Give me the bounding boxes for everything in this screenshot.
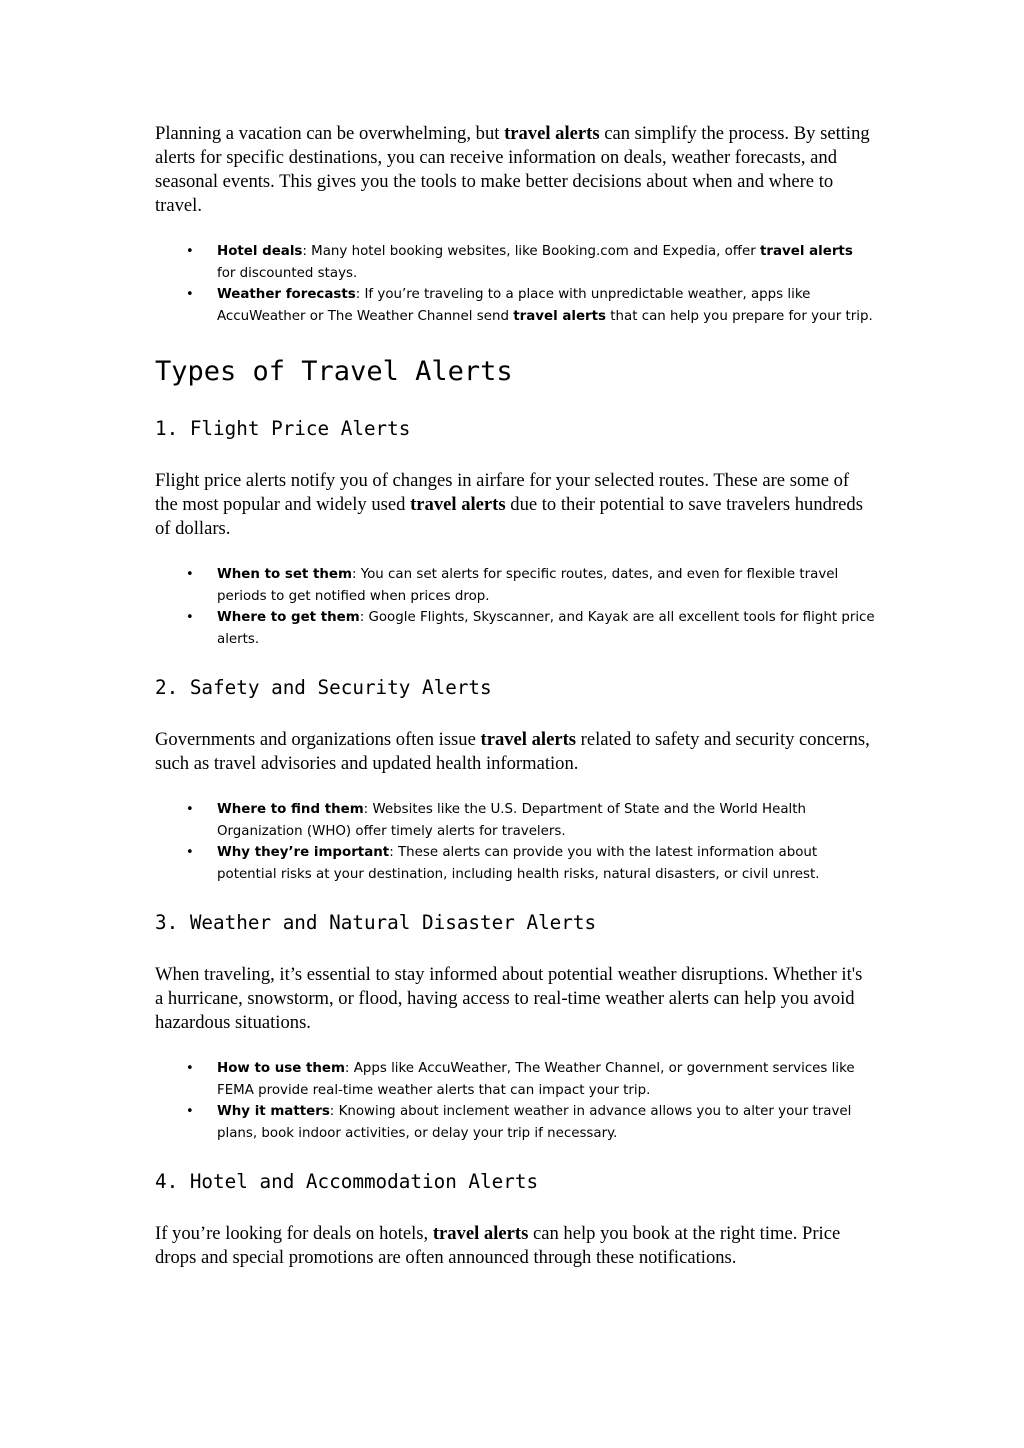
intro-text-2: can simplify the process. By setting alerts for specific destinations, you can receive information on deals, weather forecasts, and seasonal events. This gives you the tools to make better decisions about when and where to travel. (155, 123, 870, 216)
intro-text-1: Planning a vacation can be overwhelming, but (155, 123, 505, 144)
section-heading: 4. Hotel and Accommodation Alerts (155, 1170, 539, 1193)
intro-bullet-list (155, 241, 875, 327)
section-paragraph: If you’re looking for deals on hotels, travel alerts can help you book at the right time. Price drops and special promotions are often announced through these notifications. (155, 1223, 841, 1268)
intro-paragraph (155, 122, 875, 218)
list-item: • How to use them: Apps like AccuWeather, The Weather Channel, or government services like FEMA provide real-time weather alerts that can impact your trip. (155, 1058, 875, 1101)
section-paragraph: Governments and organizations often issue travel alerts related to safety and security concerns, such as travel advisories and updated health information. (155, 729, 870, 774)
bullet-icon: • (186, 802, 194, 817)
section-heading: 3. Weather and Natural Disaster Alerts (155, 911, 597, 934)
document-page (155, 122, 875, 1270)
bullet-icon: • (186, 610, 194, 625)
bullet-icon: • (186, 244, 194, 259)
bullet-icon: • (186, 1061, 194, 1076)
list-item: • When to set them: You can set alerts for specific routes, dates, and even for flexible travel periods to get notified when prices drop. (155, 564, 875, 607)
section-bullet-list (155, 1058, 875, 1144)
section-paragraph: Flight price alerts notify you of changes in airfare for your selected routes. These are some of the most popular and widely used travel alerts due to their potential to save travelers hundreds of dollars. (155, 470, 863, 539)
section-heading: 1. Flight Price Alerts (155, 417, 411, 440)
main-heading: Types of Travel Alerts (155, 356, 513, 387)
bullet-icon: • (186, 567, 194, 582)
list-item: • Why it matters: Knowing about inclement weather in advance allows you to alter your travel plans, book indoor activities, or delay your trip if necessary. (155, 1101, 875, 1144)
section-heading: 2. Safety and Security Alerts (155, 676, 492, 699)
bullet-icon: • (186, 1104, 194, 1119)
bullet-icon: • (186, 845, 194, 860)
list-item: • Hotel deals: Many hotel booking websites, like Booking.com and Expedia, offer travel alerts for discounted stays. (155, 241, 875, 284)
list-item: • Why they’re important: These alerts can provide you with the latest information about potential risks at your destination, including health risks, natural disasters, or civil unrest. (155, 842, 875, 885)
section-bullet-list (155, 564, 875, 650)
section-bullet-list (155, 799, 875, 885)
section-paragraph: When traveling, it’s essential to stay informed about potential weather disruptions. Whether it's a hurricane, snowstorm, or flood, having access to real-time weather alerts can help you avoid hazardous situations. (155, 964, 863, 1033)
intro-bold: travel alerts (504, 123, 600, 144)
list-item: • Where to get them: Google Flights, Skyscanner, and Kayak are all excellent tools for flight price alerts. (155, 607, 875, 650)
list-item: • Where to find them: Websites like the U.S. Department of State and the World Health Organization (WHO) offer timely alerts for travelers. (155, 799, 875, 842)
bullet-icon: • (186, 287, 194, 302)
list-item: • Weather forecasts: If you’re traveling to a place with unpredictable weather, apps like AccuWeather or The Weather Channel send travel alerts that can help you prepare for your trip. (155, 284, 875, 327)
